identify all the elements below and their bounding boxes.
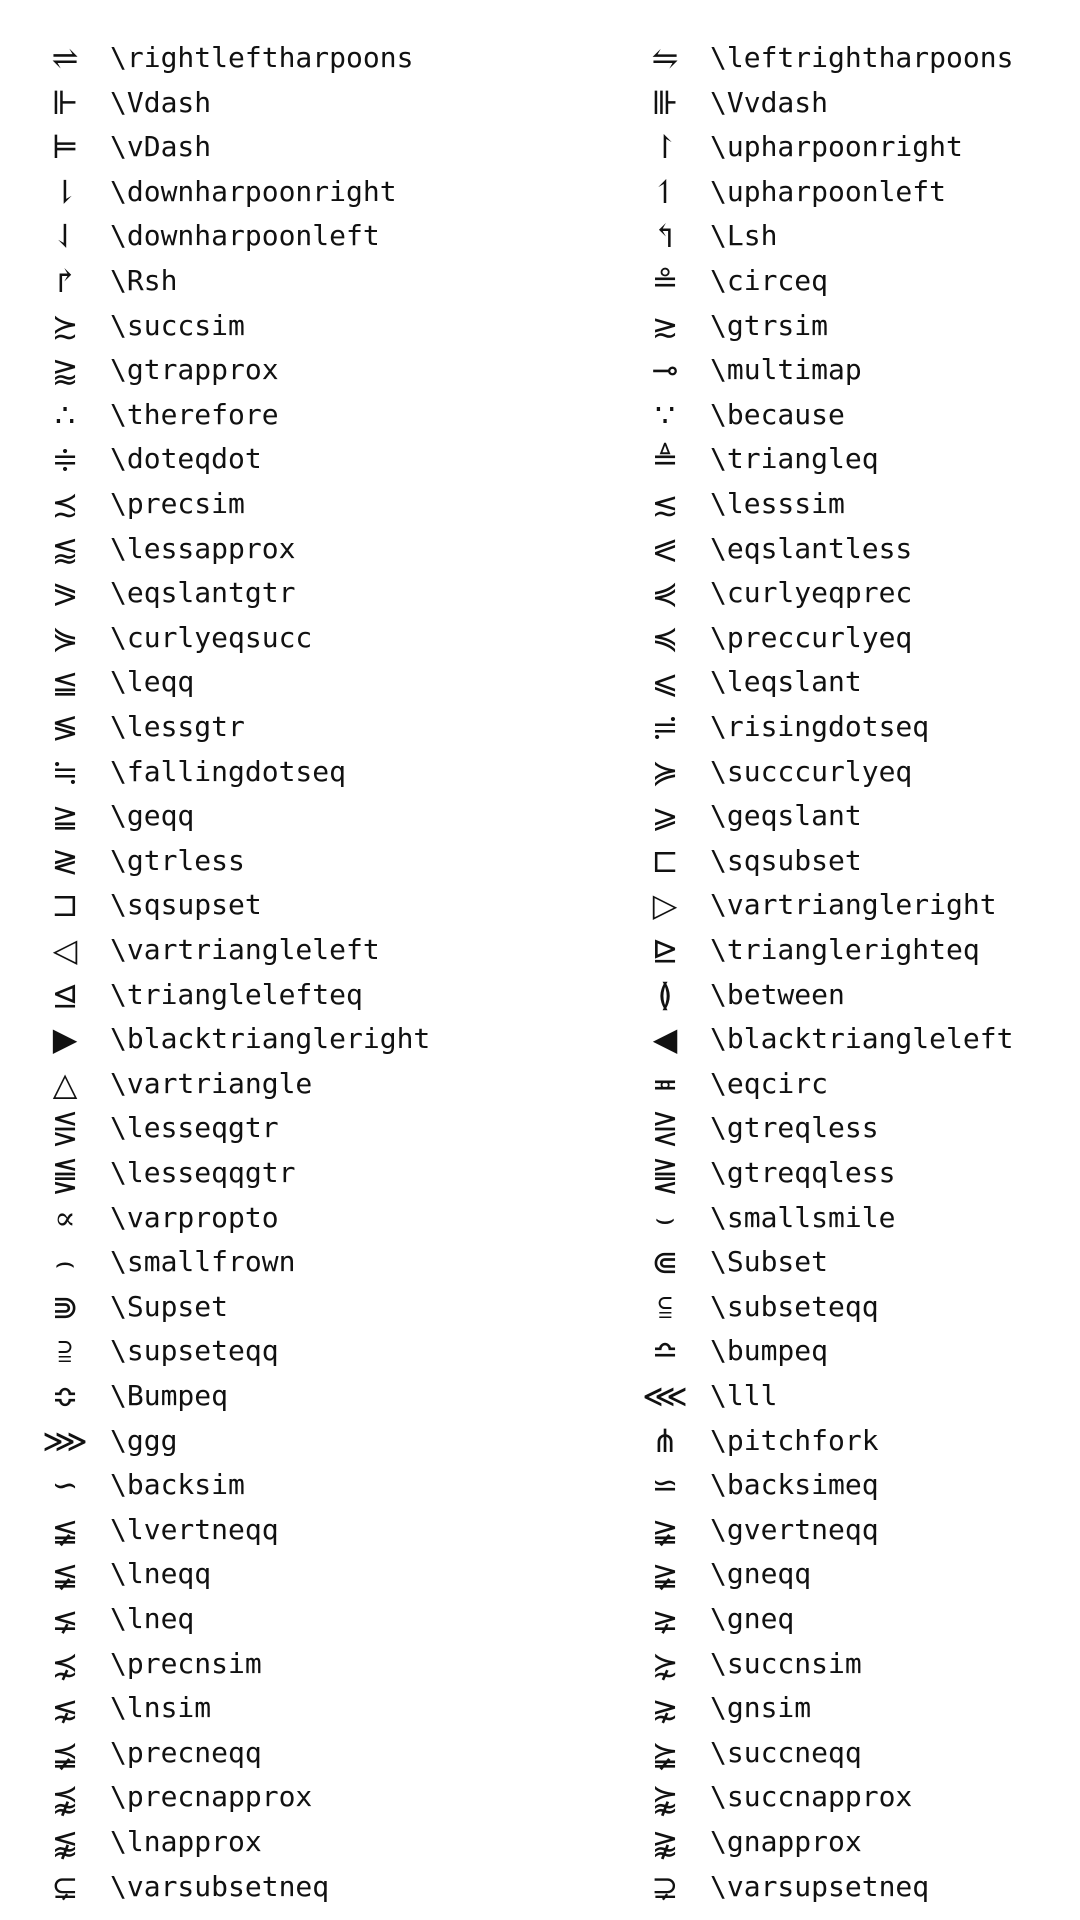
math-symbol-glyph: ≖ (651, 1065, 679, 1103)
latex-command-label: \upharpoonright (710, 130, 963, 163)
math-symbol-glyph: ≽ (651, 753, 679, 791)
latex-command-label: \smallsmile (710, 1201, 896, 1234)
latex-command-label: \multimap (710, 353, 862, 386)
math-symbol-glyph: ≳ (651, 307, 679, 345)
latex-command-label: \lneqq (110, 1557, 212, 1590)
math-symbol-glyph: ⋐ (651, 1243, 679, 1281)
math-symbol-glyph: ⇃ (51, 217, 79, 255)
math-symbol-glyph: ⇋ (651, 39, 679, 77)
latex-command-label: \varsubsetneq (110, 1870, 330, 1903)
math-symbol-glyph: ≼ (651, 619, 679, 657)
math-symbol-glyph: ⋩ (651, 1645, 679, 1683)
math-symbol-glyph: ↰ (651, 217, 679, 255)
latex-command-label: \gneq (710, 1602, 795, 1635)
latex-command-label: \gtreqless (710, 1111, 879, 1144)
latex-command-label: \pitchfork (710, 1424, 879, 1457)
latex-command-label: \vartriangleright (710, 888, 997, 921)
latex-command-label: \Vvdash (710, 86, 829, 119)
latex-command-label: \fallingdotseq (110, 755, 347, 788)
latex-command-label: \therefore (110, 398, 279, 431)
math-symbol-glyph: ≩ (651, 1555, 679, 1593)
math-symbol-glyph: ⊐ (51, 886, 79, 924)
math-symbol-glyph: ≶ (51, 708, 79, 746)
latex-command-label: \eqslantgtr (110, 576, 296, 609)
latex-command-label: \risingdotseq (710, 710, 930, 743)
latex-command-label: \gtrapprox (110, 353, 279, 386)
latex-command-label: \circeq (710, 264, 829, 297)
math-symbol-glyph: ⊨ (51, 128, 79, 166)
math-symbol-glyph: ∝ (54, 1199, 76, 1237)
math-symbol-glyph: ⊊ (51, 1868, 79, 1906)
latex-command-label: \eqcirc (710, 1067, 829, 1100)
latex-command-label: \vartriangle (110, 1067, 313, 1100)
latex-command-label: \subseteqq (710, 1290, 879, 1323)
latex-command-label: \trianglelefteq (110, 978, 363, 1011)
math-symbol-glyph: ⪇ (51, 1600, 79, 1638)
latex-command-label: \upharpoonleft (710, 175, 947, 208)
latex-command-label: \lnapprox (110, 1825, 262, 1858)
math-symbol-glyph: ⇂ (51, 173, 79, 211)
math-symbol-glyph: ≦ (51, 663, 79, 701)
latex-command-label: \gneqq (710, 1557, 812, 1590)
math-symbol-glyph: ∵ (654, 396, 676, 434)
math-symbol-glyph: ≷ (51, 842, 79, 880)
latex-command-label: \Bumpeq (110, 1379, 229, 1412)
latex-command-label: \precnsim (110, 1647, 262, 1680)
math-symbol-glyph: ⋦ (51, 1689, 79, 1727)
latex-command-label: \Supset (110, 1290, 229, 1323)
math-symbol-glyph: ⋟ (51, 619, 79, 657)
latex-command-label: \rightleftharpoons (110, 41, 414, 74)
math-symbol-glyph: ⪵ (51, 1734, 79, 1772)
latex-command-label: \because (710, 398, 845, 431)
math-symbol-glyph: ≜ (651, 440, 679, 478)
latex-command-label: \lessapprox (110, 532, 296, 565)
latex-command-label: \Vdash (110, 86, 212, 119)
math-symbol-glyph: ⫅ (657, 1288, 673, 1326)
math-symbol-glyph: ⩽ (651, 663, 679, 701)
latex-command-label: \between (710, 978, 845, 1011)
latex-command-label: \blacktriangleright (110, 1022, 431, 1055)
math-symbol-glyph: ⊋ (651, 1868, 679, 1906)
math-symbol-glyph: ◀ (652, 1020, 678, 1058)
math-symbol-glyph: ≒ (51, 753, 79, 791)
math-symbol-glyph: ⋛ (651, 1109, 679, 1147)
latex-command-label: \Subset (710, 1245, 829, 1278)
math-symbol-glyph: ⪌ (651, 1154, 679, 1192)
math-symbol-glyph: ⩾ (651, 797, 679, 835)
latex-command-label: \leqq (110, 665, 195, 698)
math-symbol-glyph: ⋚ (51, 1109, 79, 1147)
math-symbol-glyph: ⪉ (51, 1823, 79, 1861)
latex-command-label: \sqsubset (710, 844, 862, 877)
latex-command-label: \lesseqgtr (110, 1111, 279, 1144)
latex-command-label: \geqslant (710, 799, 862, 832)
math-symbol-glyph: ⌢ (54, 1243, 76, 1281)
latex-command-label: \leftrightharpoons (710, 41, 1014, 74)
latex-command-label: \succsim (110, 309, 245, 342)
latex-command-label: \curlyeqprec (710, 576, 913, 609)
latex-command-label: \supseteqq (110, 1334, 279, 1367)
latex-command-label: \precnapprox (110, 1780, 313, 1813)
math-symbol-glyph: ⪖ (51, 574, 79, 612)
latex-command-label: \gvertneqq (710, 1513, 879, 1546)
latex-command-label: \precneqq (110, 1736, 262, 1769)
math-symbol-glyph: ≏ (651, 1332, 679, 1370)
math-symbol-glyph: ⋍ (651, 1466, 679, 1504)
latex-command-label: \gnapprox (710, 1825, 862, 1858)
latex-command-label: \eqslantless (710, 532, 913, 565)
math-symbol-glyph: ⪕ (651, 530, 679, 568)
math-symbol-glyph: ≬ (657, 976, 673, 1014)
latex-command-label: \lll (710, 1379, 778, 1412)
math-symbol-glyph: ≗ (651, 262, 679, 300)
math-symbol-glyph: ⊩ (51, 84, 79, 122)
latex-command-label: \precsim (110, 487, 245, 520)
math-symbol-glyph: ≲ (651, 485, 679, 523)
latex-command-label: \gtreqqless (710, 1156, 896, 1189)
math-symbol-glyph: ≑ (51, 440, 79, 478)
math-symbol-glyph: ∴ (54, 396, 76, 434)
latex-command-label: \gtrless (110, 844, 245, 877)
math-symbol-glyph: ◁ (52, 931, 78, 969)
latex-command-label: \doteqdot (110, 442, 262, 475)
math-symbol-glyph: ⋨ (51, 1645, 79, 1683)
math-symbol-glyph: ⪋ (51, 1154, 79, 1192)
math-symbol-glyph: ⫆ (57, 1332, 73, 1370)
math-symbol-glyph: ⪅ (51, 530, 79, 568)
latex-command-label: \backsim (110, 1468, 245, 1501)
latex-command-label: \succneqq (710, 1736, 862, 1769)
math-symbol-glyph: ≓ (651, 708, 679, 746)
latex-command-label: \Lsh (710, 219, 778, 252)
latex-command-label: \vartriangleleft (110, 933, 380, 966)
math-symbol-glyph: ⊏ (651, 842, 679, 880)
math-symbol-glyph: ⋙ (42, 1422, 88, 1460)
math-symbol-glyph: ▷ (652, 886, 678, 924)
math-symbol-glyph: ≧ (51, 797, 79, 835)
latex-command-label: \ggg (110, 1424, 178, 1457)
latex-command-label: \smallfrown (110, 1245, 296, 1278)
latex-command-label: \succnapprox (710, 1780, 913, 1813)
latex-command-label: \geqq (110, 799, 195, 832)
math-symbol-glyph: ⋘ (642, 1377, 688, 1415)
latex-command-label: \bumpeq (710, 1334, 829, 1367)
math-symbol-glyph: ⪆ (51, 351, 79, 389)
math-symbol-glyph: ⋔ (651, 1422, 679, 1460)
math-symbol-glyph: ⊪ (651, 84, 679, 122)
math-symbol-glyph: ⪊ (651, 1823, 679, 1861)
latex-command-label: \Rsh (110, 264, 178, 297)
latex-command-label: \varsupsetneq (710, 1870, 930, 1903)
math-symbol-glyph: ⋧ (651, 1689, 679, 1727)
latex-command-label: \lessgtr (110, 710, 245, 743)
math-symbol-glyph: ⋞ (651, 574, 679, 612)
math-symbol-glyph: ⪶ (651, 1734, 679, 1772)
latex-command-label: \sqsupset (110, 888, 262, 921)
latex-command-label: \lneq (110, 1602, 195, 1635)
math-symbol-glyph: ≩ (651, 1511, 679, 1549)
math-symbol-glyph: ↱ (51, 262, 79, 300)
math-symbol-glyph: ⪹ (51, 1778, 79, 1816)
latex-command-label: \lvertneqq (110, 1513, 279, 1546)
latex-command-label: \preccurlyeq (710, 621, 913, 654)
math-symbol-glyph: ∽ (51, 1466, 79, 1504)
latex-command-label: \lnsim (110, 1691, 212, 1724)
latex-command-label: \trianglerighteq (710, 933, 980, 966)
math-symbol-glyph: ↾ (651, 128, 679, 166)
math-symbol-glyph: ⊴ (51, 976, 79, 1014)
latex-command-label: \varpropto (110, 1201, 279, 1234)
math-symbol-glyph: ⪺ (651, 1778, 679, 1816)
latex-command-label: \curlyeqsucc (110, 621, 313, 654)
math-symbol-glyph: ≾ (51, 485, 79, 523)
latex-command-label: \vDash (110, 130, 212, 163)
latex-command-label: \lesssim (710, 487, 845, 520)
math-symbol-glyph: ⋑ (51, 1288, 79, 1326)
latex-command-label: \lesseqqgtr (110, 1156, 296, 1189)
latex-command-label: \downharpoonright (110, 175, 397, 208)
latex-command-label: \triangleq (710, 442, 879, 475)
math-symbol-glyph: ▶ (52, 1020, 78, 1058)
math-symbol-glyph: ≿ (51, 307, 79, 345)
math-symbol-glyph: ≨ (51, 1555, 79, 1593)
math-symbol-glyph: ≎ (51, 1377, 79, 1415)
math-symbol-glyph: ⪈ (651, 1600, 679, 1638)
latex-command-label: \succnsim (710, 1647, 862, 1680)
latex-command-label: \gnsim (710, 1691, 812, 1724)
latex-command-label: \blacktriangleleft (710, 1022, 1014, 1055)
latex-command-label: \leqslant (710, 665, 862, 698)
math-symbol-glyph: △ (52, 1065, 78, 1103)
latex-command-label: \downharpoonleft (110, 219, 380, 252)
math-symbol-glyph: ≨ (51, 1511, 79, 1549)
math-symbol-glyph: ⌣ (654, 1199, 676, 1237)
math-symbol-glyph: ⇌ (51, 39, 79, 77)
latex-command-label: \backsimeq (710, 1468, 879, 1501)
math-symbol-glyph: ⊵ (651, 931, 679, 969)
math-symbol-glyph: ↿ (651, 173, 679, 211)
latex-command-label: \succcurlyeq (710, 755, 913, 788)
math-symbol-glyph: ⊸ (651, 351, 679, 389)
latex-command-label: \gtrsim (710, 309, 829, 342)
